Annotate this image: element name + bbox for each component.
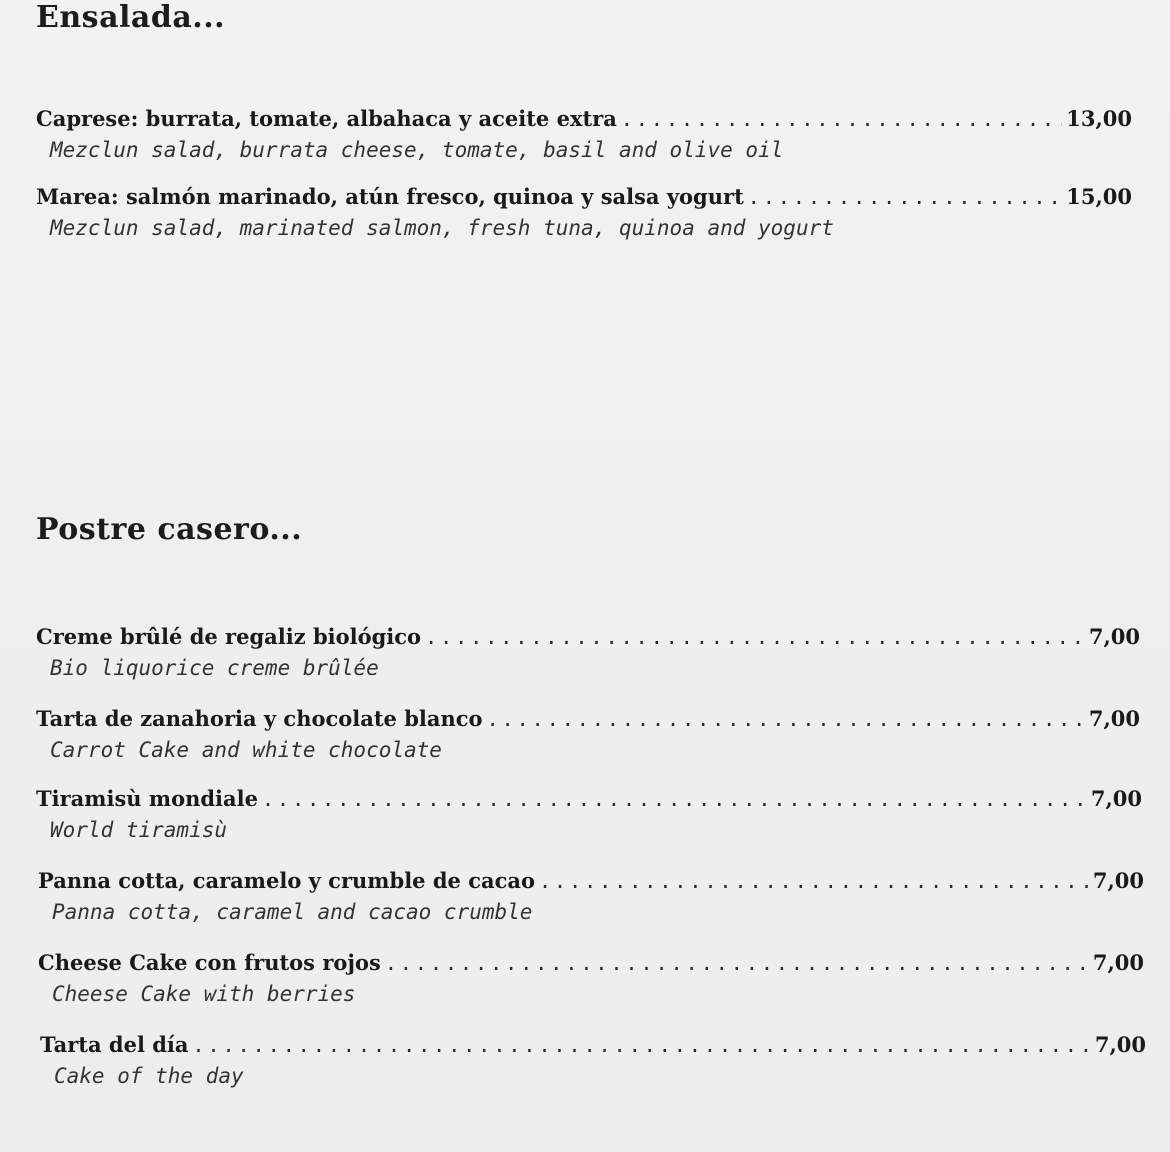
item-price: 13,00 — [1066, 106, 1132, 131]
section-title-postre: Postre casero... — [36, 512, 303, 547]
item-price: 7,00 — [1090, 786, 1142, 811]
item-name: Panna cotta, caramelo y crumble de cacao — [38, 868, 535, 893]
item-description: Cake of the day — [54, 1064, 244, 1088]
item-description: World tiramisù — [50, 818, 228, 842]
item-price: 15,00 — [1066, 184, 1132, 209]
item-name: Cheese Cake con frutos rojos — [38, 950, 381, 975]
item-line — [36, 786, 1142, 816]
item-price: 7,00 — [1088, 624, 1140, 649]
item-line — [36, 184, 1132, 214]
menu-item-tarta-zanahoria — [36, 706, 1140, 762]
item-description: Panna cotta, caramel and cacao crumble — [52, 900, 533, 924]
item-line — [36, 624, 1140, 654]
menu-item-tiramisu — [36, 786, 1142, 842]
menu-item-creme-brule — [36, 624, 1140, 680]
menu-item-panna-cotta — [38, 868, 1144, 924]
leader-dots — [193, 1033, 1091, 1057]
menu-item-tarta-del-dia — [40, 1032, 1146, 1088]
item-line — [36, 706, 1140, 736]
item-price: 7,00 — [1092, 950, 1144, 975]
item-description: Mezclun salad, marinated salmon, fresh tuna, quinoa and yogurt — [50, 216, 834, 240]
item-description: Bio liquorice creme brûlée — [50, 656, 379, 680]
item-price: 7,00 — [1088, 706, 1140, 731]
menu-item-cheese-cake — [38, 950, 1144, 1006]
item-description: Mezclun salad, burrata cheese, tomate, basil and olive oil — [50, 138, 784, 162]
item-line — [38, 868, 1144, 898]
item-name: Marea: salmón marinado, atún fresco, quinoa y salsa yogurt — [36, 184, 744, 209]
leader-dots — [539, 869, 1089, 893]
item-name: Tarta del día — [40, 1032, 189, 1057]
item-price: 7,00 — [1092, 868, 1144, 893]
leader-dots — [621, 107, 1062, 131]
item-line — [36, 106, 1132, 136]
leader-dots — [385, 951, 1089, 975]
menu-item-caprese — [36, 106, 1132, 162]
leader-dots — [487, 707, 1085, 731]
item-description: Cheese Cake with berries — [52, 982, 356, 1006]
item-line — [40, 1032, 1146, 1062]
item-line — [38, 950, 1144, 980]
leader-dots — [748, 185, 1062, 209]
section-title-ensalada: Ensalada... — [36, 0, 226, 35]
leader-dots — [262, 787, 1087, 811]
item-name: Tarta de zanahoria y chocolate blanco — [36, 706, 483, 731]
item-name: Creme brûlé de regaliz biológico — [36, 624, 422, 649]
item-price: 7,00 — [1094, 1032, 1146, 1057]
item-name: Caprese: burrata, tomate, albahaca y aceite extra — [36, 106, 617, 131]
item-name: Tiramisù mondiale — [36, 786, 258, 811]
menu-item-marea — [36, 184, 1132, 240]
item-description: Carrot Cake and white chocolate — [50, 738, 442, 762]
leader-dots — [425, 625, 1085, 649]
